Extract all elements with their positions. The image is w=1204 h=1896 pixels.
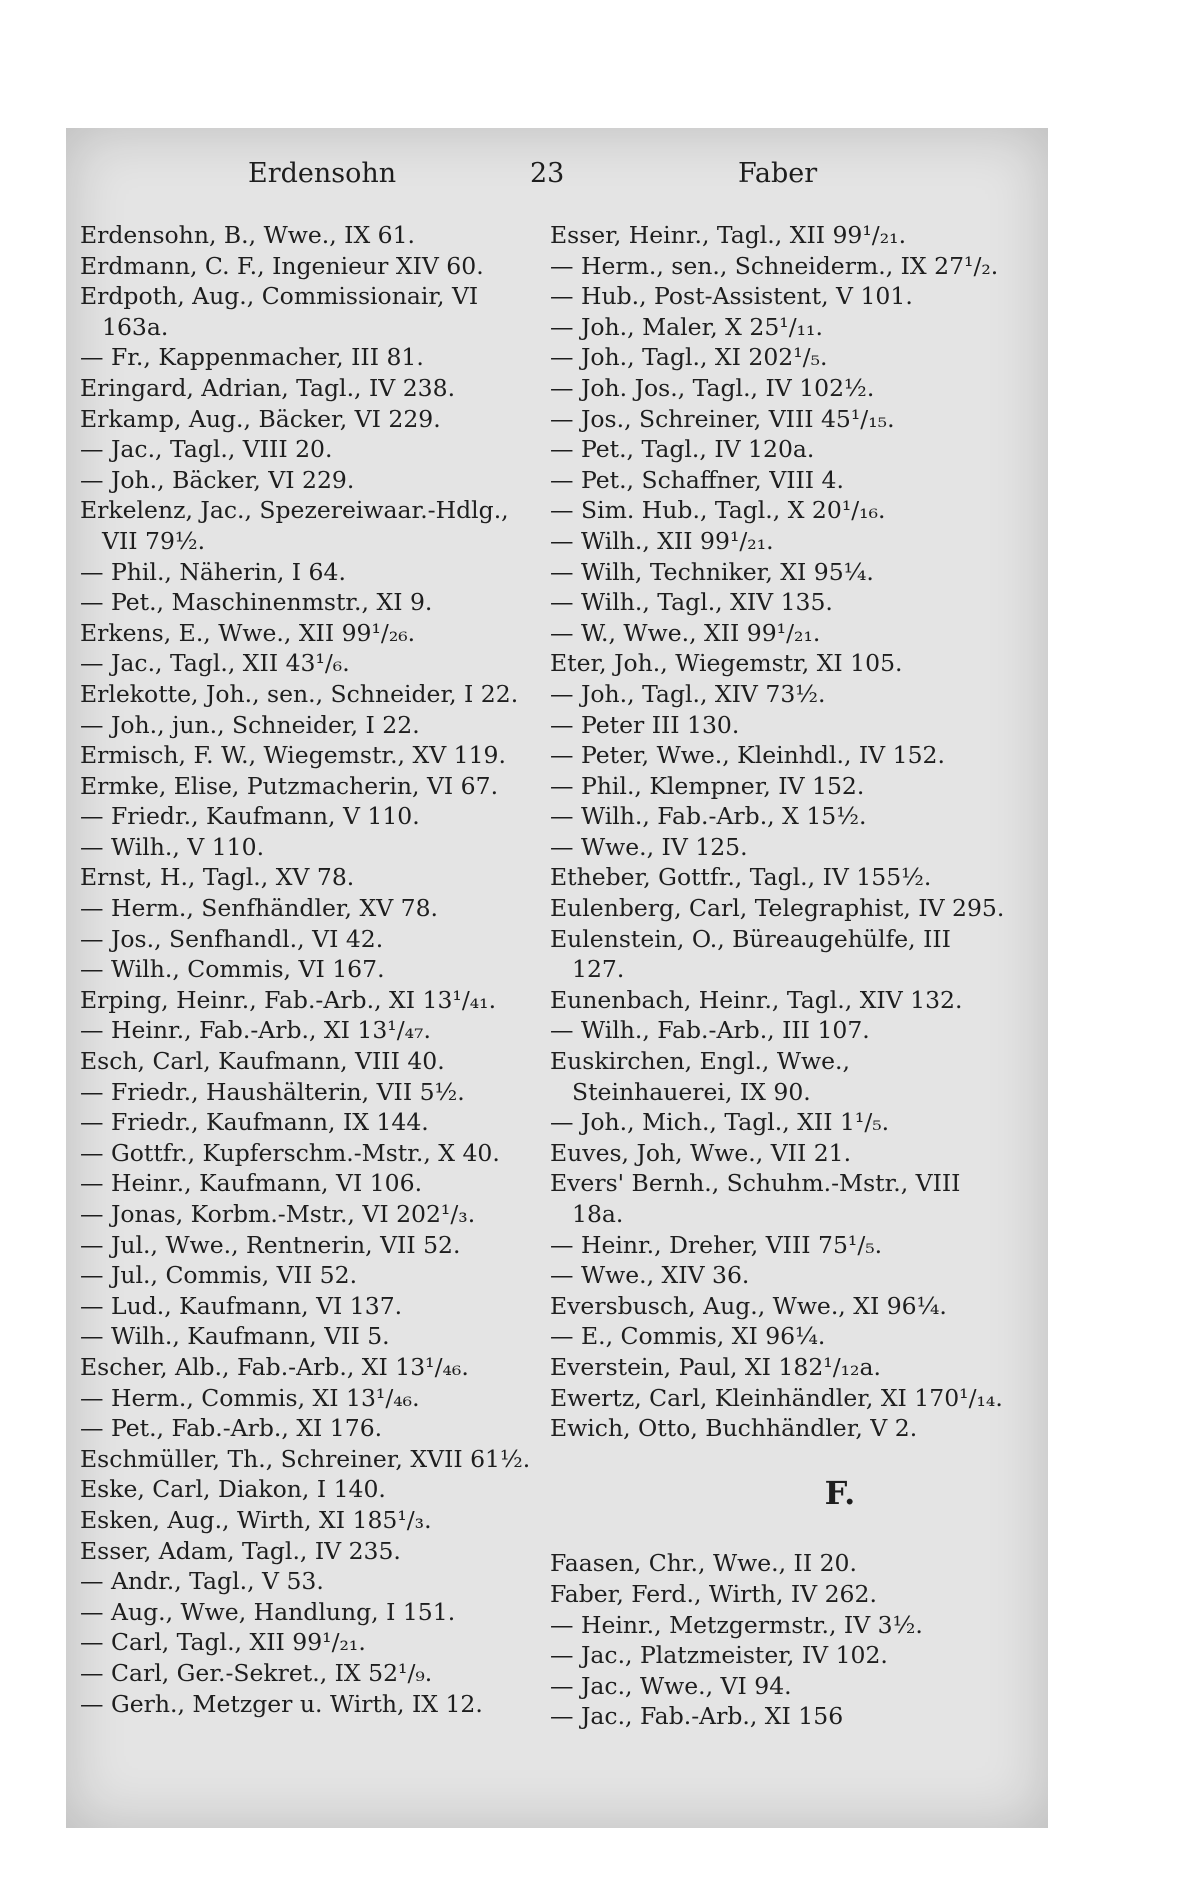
directory-entry: Eschmüller, Th., Schreiner, XVII 61½. [80, 1444, 531, 1473]
directory-entry: — Joh., Bäcker, VI 229. [80, 465, 355, 494]
directory-entry: Erkens, E., Wwe., XII 99¹/₂₆. [80, 618, 416, 647]
directory-entry: — Friedr., Kaufmann, IX 144. [80, 1108, 429, 1137]
directory-entry: — Heinr., Metzgermstr., IV 3½. [550, 1610, 923, 1639]
directory-entry: — Jos., Schreiner, VIII 45¹/₁₅. [550, 404, 895, 433]
directory-entry: — Joh., Tagl., XIV 73½. [550, 679, 826, 708]
directory-entry: — Jul., Commis, VII 52. [80, 1261, 358, 1290]
directory-entry: — E., Commis, XI 96¼. [550, 1322, 826, 1351]
directory-entry: Ermisch, F. W., Wiegemstr., XV 119. [80, 741, 506, 770]
directory-entry: — Peter III 130. [550, 710, 740, 739]
directory-entry: Eulenstein, O., Büreaugehülfe, III 127. [550, 924, 951, 984]
directory-entry: — Andr., Tagl., V 53. [80, 1567, 324, 1596]
header-right-keyword: Faber [738, 158, 818, 189]
directory-entry: Faasen, Chr., Wwe., II 20. [550, 1549, 857, 1578]
right-column [550, 220, 1010, 1732]
directory-entry: — Jac., Tagl., XII 43¹/₆. [80, 649, 350, 678]
directory-entry: Eringard, Adrian, Tagl., IV 238. [80, 373, 456, 402]
directory-entry: Euskirchen, Engl., Wwe., Steinhauerei, IX 90. [550, 1047, 850, 1106]
directory-entry: Ewertz, Carl, Kleinhändler, XI 170¹/₁₄. [550, 1383, 1003, 1412]
directory-entry: Evers' Bernh., Schuhm.-Mstr., VIII 18a. [550, 1169, 961, 1228]
directory-entry: — Herm., Commis, XI 13¹/₄₆. [80, 1383, 420, 1412]
directory-entry: — Jac., Fab.-Arb., XI 156 [550, 1702, 844, 1731]
directory-entry: Faber, Ferd., Wirth, IV 262. [550, 1579, 877, 1608]
directory-entry: — Heinr., Dreher, VIII 75¹/₅. [550, 1230, 883, 1259]
directory-entry: Ernst, H., Tagl., XV 78. [80, 863, 355, 892]
directory-entry: — Wilh., Commis, VI 167. [80, 955, 385, 984]
page-header [0, 158, 1204, 198]
directory-entry: Escher, Alb., Fab.-Arb., XI 13¹/₄₆. [80, 1352, 469, 1381]
directory-entry: Esser, Adam, Tagl., IV 235. [80, 1536, 401, 1565]
directory-entry: — Gerh., Metzger u. Wirth, IX 12. [80, 1689, 483, 1718]
directory-entry: Erdmann, C. F., Ingenieur XIV 60. [80, 251, 484, 280]
directory-entry: — Carl, Tagl., XII 99¹/₂₁. [80, 1628, 366, 1657]
directory-entry: — Jac., Platzmeister, IV 102. [550, 1641, 888, 1670]
right-column-f-entries [550, 1548, 1010, 1732]
directory-entry: — Wilh., V 110. [80, 832, 265, 861]
directory-entry: — Phil., Näherin, I 64. [80, 557, 346, 586]
directory-entry: Erdensohn, B., Wwe., IX 61. [80, 221, 416, 249]
directory-entry: Esch, Carl, Kaufmann, VIII 40. [80, 1047, 445, 1076]
directory-entry: Erkamp, Aug., Bäcker, VI 229. [80, 404, 441, 433]
directory-entry: Eter, Joh., Wiegemstr, XI 105. [550, 649, 903, 678]
directory-entry: — Gottfr., Kupferschm.-Mstr., X 40. [80, 1138, 500, 1167]
directory-entry: — Peter, Wwe., Kleinhdl., IV 152. [550, 741, 945, 770]
directory-entry: — Jonas, Korbm.-Mstr., VI 202¹/₃. [80, 1200, 476, 1228]
directory-entry: — Wilh., Fab.-Arb., III 107. [550, 1016, 870, 1045]
directory-entry: — Heinr., Kaufmann, VI 106. [80, 1169, 423, 1198]
page-number: 23 [530, 158, 565, 189]
directory-entry: — Wilh., Fab.-Arb., X 15½. [550, 802, 867, 831]
directory-entry: — W., Wwe., XII 99¹/₂₁. [550, 618, 821, 647]
directory-entry: — Joh., Maler, X 25¹/₁₁. [550, 312, 823, 341]
section-letter-f: F. [824, 1473, 856, 1512]
directory-entry: Euves, Joh, Wwe., VII 21. [550, 1138, 852, 1167]
directory-entry: — Carl, Ger.-Sekret., IX 52¹/₉. [80, 1658, 433, 1687]
directory-entry: — Hub., Post-Assistent, V 101. [550, 282, 913, 311]
directory-entry: Eversbusch, Aug., Wwe., XI 96¼. [550, 1291, 947, 1320]
directory-entry: — Herm., sen., Schneiderm., IX 27¹/₂. [550, 251, 999, 280]
directory-entry: Esser, Heinr., Tagl., XII 99¹/₂₁. [550, 221, 907, 249]
directory-entry: — Joh., jun., Schneider, I 22. [80, 710, 420, 739]
directory-entry: — Friedr., Kaufmann, V 110. [80, 802, 420, 831]
directory-entry: — Jul., Wwe., Rentnerin, VII 52. [80, 1230, 461, 1259]
directory-entry: — Heinr., Fab.-Arb., XI 13¹/₄₇. [80, 1016, 431, 1045]
directory-entry: — Joh., Tagl., XI 202¹/₅. [550, 343, 828, 372]
directory-entry: — Joh. Jos., Tagl., IV 102½. [550, 373, 875, 402]
directory-entry: — Phil., Klempner, IV 152. [550, 771, 865, 800]
directory-entry: Esken, Aug., Wirth, XI 185¹/₃. [80, 1505, 432, 1534]
left-column [80, 220, 540, 1719]
directory-entry: — Joh., Mich., Tagl., XII 1¹/₅. [550, 1108, 890, 1137]
directory-entry: Erkelenz, Jac., Spezereiwaar.-Hdlg., VII 79½. [80, 496, 509, 555]
directory-entry: Erping, Heinr., Fab.-Arb., XI 13¹/₄₁. [80, 985, 497, 1014]
directory-entry: — Aug., Wwe, Handlung, I 151. [80, 1597, 456, 1626]
directory-entry: Ewich, Otto, Buchhändler, V 2. [550, 1414, 918, 1443]
directory-entry: Ermke, Elise, Putzmacherin, VI 67. [80, 771, 499, 800]
directory-entry: — Pet., Maschinenmstr., XI 9. [80, 588, 433, 617]
right-column-e-entries [550, 220, 1010, 1444]
directory-entry: — Wilh., XII 99¹/₂₁. [550, 526, 774, 555]
directory-entry: — Wilh., Tagl., XIV 135. [550, 588, 833, 617]
directory-entry: — Herm., Senfhändler, XV 78. [80, 894, 439, 923]
directory-entry: — Sim. Hub., Tagl., X 20¹/₁₆. [550, 496, 886, 525]
directory-entry: — Wwe., XIV 36. [550, 1261, 750, 1290]
directory-entry: Eunenbach, Heinr., Tagl., XIV 132. [550, 985, 963, 1014]
directory-entry: — Wilh, Techniker, XI 95¼. [550, 557, 874, 586]
directory-entry: — Pet., Fab.-Arb., XI 176. [80, 1414, 383, 1443]
directory-entry: — Jac., Tagl., VIII 20. [80, 435, 333, 464]
directory-entry: Erlekotte, Joh., sen., Schneider, I 22. [80, 679, 519, 708]
directory-entry: — Pet., Tagl., IV 120a. [550, 435, 815, 464]
directory-entry: — Fr., Kappenmacher, III 81. [80, 343, 424, 372]
directory-entry: — Lud., Kaufmann, VI 137. [80, 1291, 403, 1320]
directory-entry: Eulenberg, Carl, Telegraphist, IV 295. [550, 894, 1005, 923]
header-left-keyword: Erdensohn [248, 158, 397, 189]
directory-entry: — Pet., Schaffner, VIII 4. [550, 465, 844, 494]
directory-entry: Etheber, Gottfr., Tagl., IV 155½. [550, 863, 932, 892]
directory-entry: — Wilh., Kaufmann, VII 5. [80, 1322, 390, 1351]
directory-entry: — Wwe., IV 125. [550, 832, 748, 861]
directory-entry: Erdpoth, Aug., Commissionair, VI 163a. [80, 282, 479, 341]
directory-entry: — Friedr., Haushälterin, VII 5½. [80, 1077, 465, 1106]
directory-entry: — Jos., Senfhandl., VI 42. [80, 924, 384, 953]
directory-entry: — Jac., Wwe., VI 94. [550, 1671, 792, 1700]
directory-entry: Everstein, Paul, XI 182¹/₁₂a. [550, 1352, 881, 1381]
directory-entry: Eske, Carl, Diakon, I 140. [80, 1475, 386, 1504]
